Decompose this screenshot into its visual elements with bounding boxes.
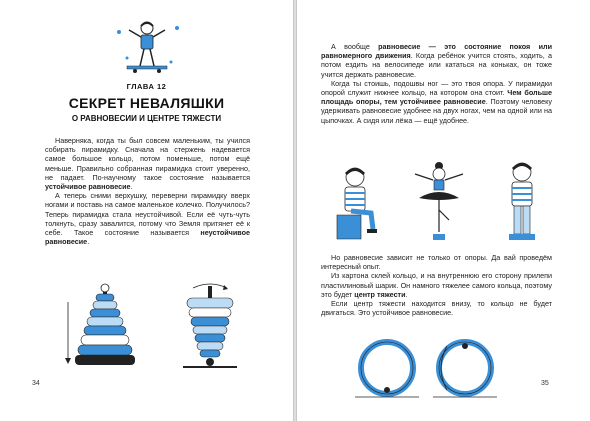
paragraph-text: Когда ты стоишь, подошвы ног — это твоя опора. У пирамидки опорой служит нижнее кольцо, на котором она стоит. bbox=[321, 78, 552, 98]
page-number: 35 bbox=[541, 380, 549, 387]
paragraph bbox=[321, 271, 552, 299]
paragraph-text: А теперь сними верхушку, переверни пирамидку вверх ногами и поставь на самое маленькое колечко. Получилось? Теперь пирамидка стала неустойчивой. Если её чуть-чуть толкнуть, сразу завалится, потому что Земля притянет её к себе. Такое состояние называется bbox=[45, 191, 250, 238]
paragraph-text: . Когда ребёнок учится стоять, ходить, а потом ездить на велосипеде или кататься на коньках, он тоже учится держать равновесие. bbox=[321, 51, 552, 79]
paragraph bbox=[321, 79, 552, 125]
paragraph bbox=[321, 42, 552, 79]
page-number: 34 bbox=[32, 380, 40, 387]
punct: . bbox=[87, 237, 90, 247]
paragraph-text: . Поэтому человеку удерживать равновесие удобнее на двух ногах, чем на одной или на цыпочках. А сидя или лёжа — ещё удобнее. bbox=[321, 97, 552, 125]
paragraph bbox=[45, 136, 250, 191]
chapter-label: ГЛАВА 12 bbox=[126, 82, 167, 91]
paragraph bbox=[321, 253, 552, 271]
punct: . bbox=[405, 289, 408, 299]
term-equilibrium-definition: равновесие — это состояние покоя или равномерного движения bbox=[321, 42, 552, 61]
left-page bbox=[0, 0, 293, 421]
left-text bbox=[45, 136, 250, 246]
paragraph bbox=[45, 191, 250, 246]
right-text-bottom bbox=[321, 253, 552, 317]
chapter-title: СЕКРЕТ НЕВАЛЯШКИ bbox=[68, 95, 225, 111]
unstable-pyramid-illustration bbox=[175, 282, 245, 382]
standing-boy-illustration bbox=[497, 160, 547, 245]
right-page bbox=[297, 0, 590, 421]
stable-pyramid-illustration bbox=[60, 282, 150, 382]
sitting-boy-illustration bbox=[327, 165, 387, 245]
paragraph-text: Из картона склей кольцо, и на внутреннюю его сторону прилепи пластилиновый шарик. Он намного тяжелее самого кольца, поэтому это будет bbox=[321, 271, 552, 299]
punct: . bbox=[130, 182, 133, 192]
paragraph-text: Наверняка, когда ты был совсем маленьким, ты учился собирать пирамидку. Сначала на стержень надевается самое большое кольцо, потом поменьше, потом ещё меньше. Правильно собранная пирамидка стоит уверенно, не падает. По-научному такое состояние называется bbox=[45, 136, 250, 182]
term-stable-equilibrium: устойчивое равновесие bbox=[45, 182, 131, 192]
paragraph-text: А вообще bbox=[331, 42, 379, 51]
paragraph bbox=[321, 299, 552, 317]
term-center-of-gravity: центр тяжести bbox=[354, 289, 406, 299]
ring-experiment-illustration bbox=[347, 338, 507, 403]
ballerina-illustration bbox=[409, 160, 469, 245]
term-unstable-equilibrium: неустойчивое равновесие bbox=[45, 228, 250, 247]
paragraph-text: Но равновесие зависит не только от опоры. Да вай проведём интересный опыт. bbox=[321, 253, 552, 272]
right-text-top bbox=[321, 42, 552, 125]
term-support-area: Чем больше площадь опоры, тем устойчивее равновесие bbox=[321, 88, 553, 107]
paragraph-text: Если центр тяжести находится внизу, то кольцо не будет двигаться. Это устойчивое равновесие. bbox=[321, 299, 552, 318]
boy-on-board-illustration bbox=[107, 18, 187, 78]
chapter-subtitle: О РАВНОВЕСИИ И ЦЕНТРЕ ТЯЖЕСТИ bbox=[71, 114, 222, 123]
